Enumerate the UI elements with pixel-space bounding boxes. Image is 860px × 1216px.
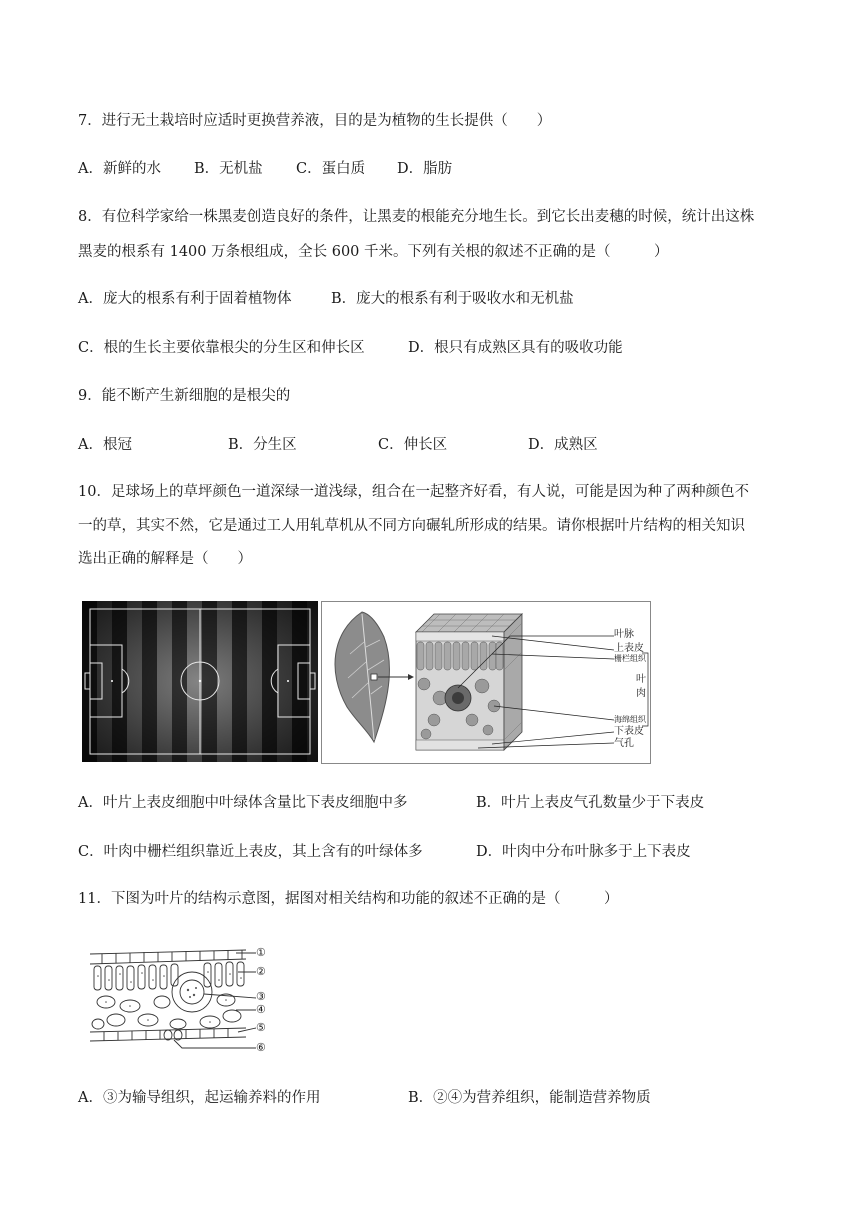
q11-option-b: B．②④为营养组织，能制造营养物质 (408, 1090, 651, 1106)
leaf-structure-figure (321, 601, 651, 764)
q10-option-b: B．叶片上表皮气孔数量少于下表皮 (476, 795, 705, 811)
label-4: ④ (256, 1003, 266, 1016)
leaf-block-drawing (322, 602, 650, 763)
q7-option-c: C．蛋白质 (296, 161, 366, 177)
label-6: ⑥ (256, 1041, 266, 1054)
q7-option-d: D．脂肪 (397, 161, 453, 177)
q9-option-a: A．根冠 (78, 437, 132, 453)
q11-option-a: A．③为输导组织，起运输养料的作用 (78, 1090, 321, 1106)
q10-option-d: D．叶肉中分布叶脉多于上下表皮 (476, 844, 691, 860)
label-3: ③ (256, 990, 266, 1003)
q8-option-b: B．庞大的根系有利于吸收水和无机盐 (331, 291, 574, 307)
q9-option-d: D．成熟区 (528, 437, 598, 453)
football-field-image (82, 601, 318, 762)
leaf-cross-section-figure (86, 940, 276, 1058)
q11-stem: 11．下图为叶片的结构示意图，据图对相关结构和功能的叙述不正确的是（ ） (78, 891, 619, 907)
q9-option-c: C．伸长区 (378, 437, 448, 453)
q10-stem-line-3: 选出正确的解释是（ ） (78, 551, 252, 567)
label-5: ⑤ (256, 1021, 266, 1034)
label-stoma: 气孔 (614, 738, 634, 749)
label-vein: 叶脉 (614, 629, 634, 640)
label-lower-epidermis: 下表皮 (614, 726, 644, 737)
label-palisade: 栅栏组织 (614, 654, 646, 663)
q7-option-a: A．新鲜的水 (78, 161, 161, 177)
q10-stem-line-2: 一的草，其实不然，它是通过工人用轧草机从不同方向碾轧所形成的结果。请你根据叶片结构的相关知识 (78, 518, 745, 534)
label-mesophyll-2: 肉 (636, 688, 646, 699)
label-upper-epidermis: 上表皮 (614, 643, 644, 654)
q7-option-b: B．无机盐 (194, 161, 263, 177)
q10-stem-line-1: 10．足球场上的草坪颜色一道深绿一道浅绿，组合在一起整齐好看，有人说，可能是因为种了两种颜色不 (78, 484, 749, 500)
q10-option-a: A．叶片上表皮细胞中叶绿体含量比下表皮细胞中多 (78, 795, 408, 811)
label-spongy: 海绵组织 (614, 715, 646, 724)
label-2: ② (256, 965, 266, 978)
leaf-cross-section-drawing (86, 940, 276, 1058)
q8-option-d: D．根只有成熟区具有的吸收功能 (408, 340, 623, 356)
q8-option-c: C．根的生长主要依靠根尖的分生区和伸长区 (78, 340, 365, 356)
q8-option-a: A．庞大的根系有利于固着植物体 (78, 291, 292, 307)
q7-stem: 7．进行无土栽培时应适时更换营养液，目的是为植物的生长提供（ ） (78, 113, 552, 129)
q9-option-b: B．分生区 (228, 437, 297, 453)
q9-stem: 9．能不断产生新细胞的是根尖的 (78, 388, 291, 404)
q8-stem-line-1: 8．有位科学家给一株黑麦创造良好的条件，让黑麦的根能充分地生长。到它长出麦穗的时候，统计出这株 (78, 209, 755, 225)
q10-option-c: C．叶肉中栅栏组织靠近上表皮，其上含有的叶绿体多 (78, 844, 423, 860)
label-mesophyll-1: 叶 (636, 674, 646, 685)
label-1: ① (256, 946, 266, 959)
q8-stem-line-2: 黑麦的根系有 1400 万条根组成，全长 600 千米。下列有关根的叙述不正确的是（ ） (78, 244, 669, 260)
